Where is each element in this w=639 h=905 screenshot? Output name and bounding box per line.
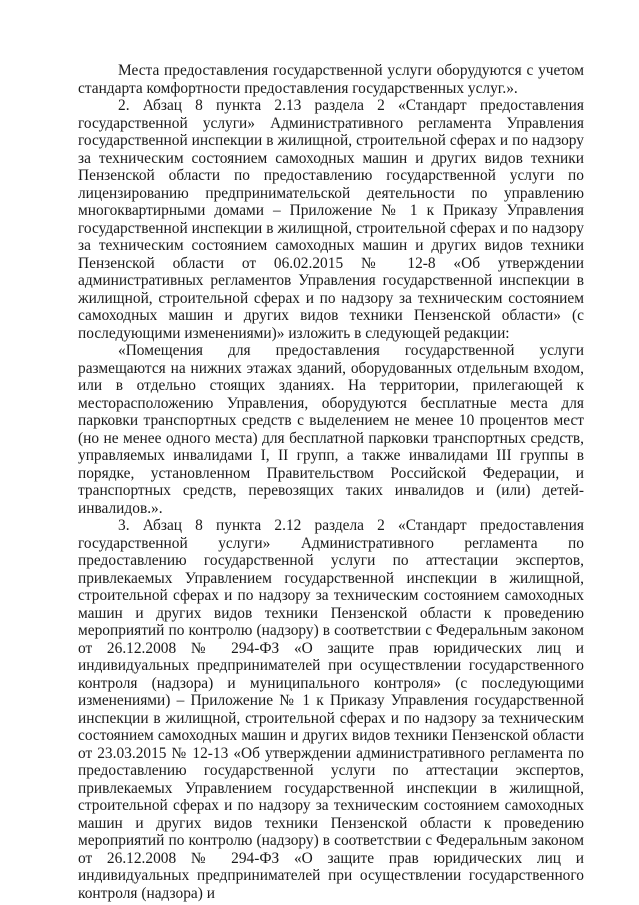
paragraph-item-3: 3. Абзац 8 пункта 2.12 раздела 2 «Стандарт предоставления государственной услуги» Административного регламента по предоставлению государственной услуги по аттестации экспертов, привлекаемых Управлением государственной инспекции в жилищной, строительной сферах и по надзору за техническим состоянием самоходных машин и других видов техники Пензенской области к проведению мероприятий по контролю (надзору) в соответствии с Федеральным законом от 26.12.2008 № 294-ФЗ «О защите прав юридических лиц и индивидуальных предпринимателей при осуществлении государственного контроля (надзора) и муниципального контроля» (с последующими изменениями) – Приложение № 1 к Приказу Управления государственной инспекции в жилищной, строительной сферах и по надзору за техническим состоянием самоходных машин и других видов техники Пензенской области от 23.03.2015 № 12-13 «Об утверждении административного регламента по предоставлению государственной услуги по аттестации экспертов, привлекаемых Управлением государственной инспекции в жилищной, строительной сферах и по надзору за техническим состоянием самоходных машин и других видов техники Пензенской области к проведению мероприятий по контролю (надзору) в соответствии с Федеральным законом от 26.12.2008 № 294-ФЗ «О защите прав юридических лиц и индивидуальных предпринимателей при осуществлении государственного контроля (надзора) и — [78, 517, 584, 902]
paragraph-comfort-standard: Места предоставления государственной услуги оборудуются с учетом стандарта комфортности предоставления государственных услуг.». — [78, 62, 584, 97]
document-body — [78, 62, 584, 902]
paragraph-new-wording-premises: «Помещения для предоставления государственной услуги размещаются на нижних этажах зданий, оборудованных отдельным входом, или в отдельно стоящих зданиях. На территории, прилегающей к месторасположению Управления, оборудуются бесплатные места для парковки транспортных средств с выделением не менее 10 процентов мест (но не менее одного места) для бесплатной парковки транспортных средств, управляемых инвалидами I, II групп, а также инвалидами III группы в порядке, установленном Правительством Российской Федерации, и транспортных средств, перевозящих таких инвалидов и (или) детей-инвалидов.». — [78, 342, 584, 517]
paragraph-item-2: 2. Абзац 8 пункта 2.13 раздела 2 «Стандарт предоставления государственной услуги» Административного регламента Управления государственной инспекции в жилищной, строительной сферах и по надзору за техническим состоянием самоходных машин и других видов техники Пензенской области по предоставлению государственной услуги по лицензированию предпринимательской деятельности по управлению многоквартирными домами – Приложение № 1 к Приказу Управления государственной инспекции в жилищной, строительной сферах и по надзору за техническим состоянием самоходных машин и других видов техники Пензенской области от 06.02.2015 № 12-8 «Об утверждении административных регламентов Управления государственной инспекции в жилищной, строительной сферах и по надзору за техническим состоянием самоходных машин и других видов техники Пензенской области» (с последующими изменениями)» изложить в следующей редакции: — [78, 97, 584, 342]
